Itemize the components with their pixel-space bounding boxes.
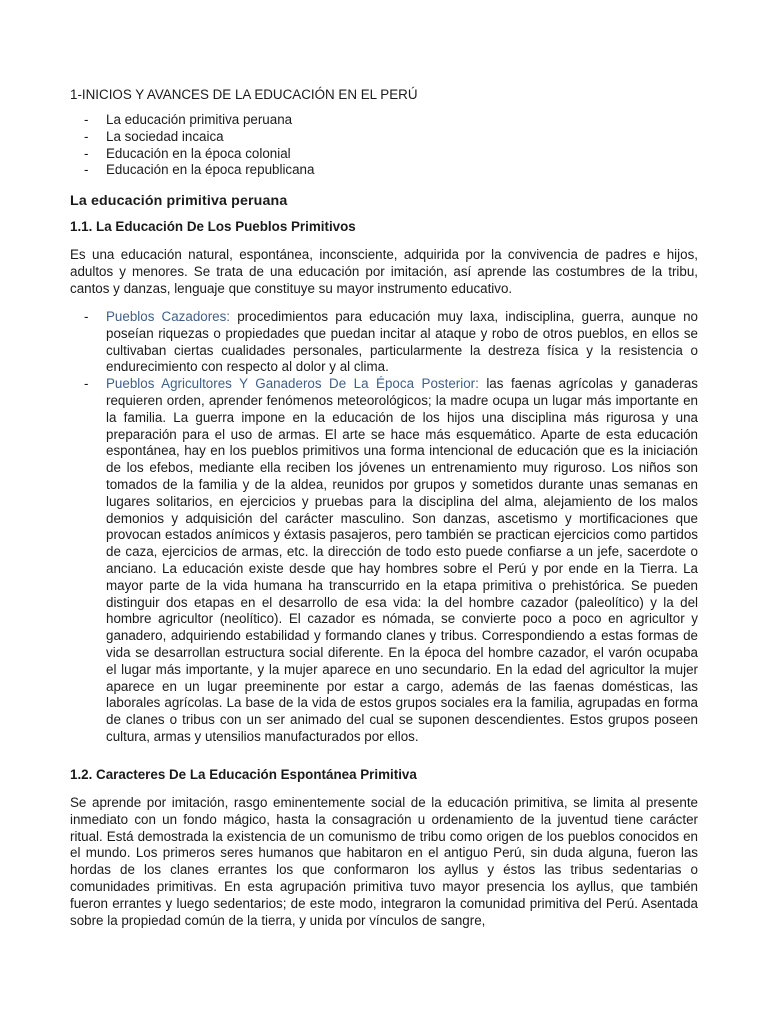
term-farmers: Pueblos Agricultores Y Ganaderos De La Época Posterior:: [106, 376, 479, 392]
toc-item: - Educación en la época republicana: [70, 162, 698, 179]
subsection-1-paragraph: Es una educación natural, espontánea, inconsciente, adquirida por la convivencia de padres e hijos, adultos y menores. Se trata de una educación por imitación, así aprende las costumbres de la tribu, cantos y danzas, lenguaje que constituye su mayor instrumento educativo.: [70, 247, 698, 296]
section-heading: La educación primitiva peruana: [70, 193, 288, 209]
list-item: [70, 376, 698, 746]
subsection-heading-1: 1.1. La Educación De Los Pueblos Primitivos: [70, 219, 356, 234]
list-item-text: las faenas agrícolas y ganaderas requieren orden, aprender fenómenos meteorológicos; la madre ocupa un lugar más importante en la familia. La guerra impone en la educación de los hijos una disciplina más rigurosa y una preparación para el uso de armas. El arte se hace más esquemático. Aparte de esta educación espontánea, hay en los pueblos primitivos una forma intencional de educación que es la iniciación de los efebos, mediante ella reciben los jóvenes un entrenamiento muy riguroso. Los niños son tomados de la familia y de la aldea, reunidos por grupos y sometidos durante unas semanas en lugares solitarios, en ejercicios y pruebas para la disciplina del alma, alejamiento de los malos demonios y adquisición del carácter masculino. Son danzas, ascetismo y mortificaciones que provocan estados anímicos y éxtasis pasajeros, pero también se practican ejercicios como partidos de caza, ejercicios de armas, etc. la dirección de todo esto puede confiarse a un jefe, sacerdote o anciano. La educación existe desde que hay hombres sobre el Perú y por ende en la Tierra. La mayor parte de la vida humana ha transcurrido en la etapa primitiva o prehistórica. Se pueden distinguir dos etapas en el desarrollo de esa vida: la del hombre cazador (paleolítico) y la del hombre agricultor (neolítico). El cazador es nómada, se convierte poco a poco en agricultor y ganadero, adquiriendo estabilidad y formando clanes y tribus. Correspondiendo a estas formas de vida se desarrollan estructura social diferente. En la época del hombre cazador, el varón ocupaba el lugar más importante, y la mujer aparece en uno secundario. En la edad del agricultor la mujer aparece en un lugar preeminente por estar a cargo, además de las faenas domésticas, las laborales agrícolas. La base de la vida de estos grupos sociales era la familia, agrupadas en forma de clanes o tribus con un ser animado del cual se suponen descendientes. Estos grupos poseen cultura, armas y utensilios manufacturados por ellos.: [106, 376, 698, 744]
subsection-2-paragraph: Se aprende por imitación, rasgo eminentemente social de la educación primitiva, se limita al presente inmediato con un fondo mágico, hasta la consagración u ordenamiento de la juventud tiene carácter ritual. Está demostrada la existencia de un comunismo de tribu como origen de los pueblos conocidos en el mundo. Los primeros seres humanos que habitaron en el antiguo Perú, sin duda alguna, fueron las hordas de los clanes errantes los que conformaron los ayllus y éstos las tribus sedentarias o comunidades primitivas. En esta agrupación primitiva tuvo mayor presencia los ayllus, que también fueron errantes y luego sedentarios; de este modo, integraron la comunidad primitiva del Perú. Asentada sobre la propiedad común de la tierra, y unida por vínculos de sangre,: [70, 795, 698, 928]
document-title: 1-INICIOS Y AVANCES DE LA EDUCACIÓN EN EL PERÚ: [70, 87, 418, 102]
toc-item: - Educación en la época colonial: [70, 146, 698, 163]
term-hunters: Pueblos Cazadores:: [106, 309, 231, 324]
people-types-list: [70, 309, 698, 746]
toc-item: - La sociedad incaica: [70, 129, 698, 146]
list-item: [70, 309, 698, 376]
list-item-text: procedimientos para educación muy laxa, indisciplina, guerra, aunque no poseían riquezas o propiedades que puedan incitar al ataque y robo de otros pueblos, en ellos se cultivaban ciertas cualidades personales, particularmente la destreza física y la resistencia o endurecimiento con respecto al dolor y al clima.: [106, 309, 698, 375]
subsection-heading-2: 1.2. Caracteres De La Educación Espontánea Primitiva: [70, 767, 417, 782]
table-of-contents: [70, 112, 698, 179]
toc-item: - La educación primitiva peruana: [70, 112, 698, 129]
